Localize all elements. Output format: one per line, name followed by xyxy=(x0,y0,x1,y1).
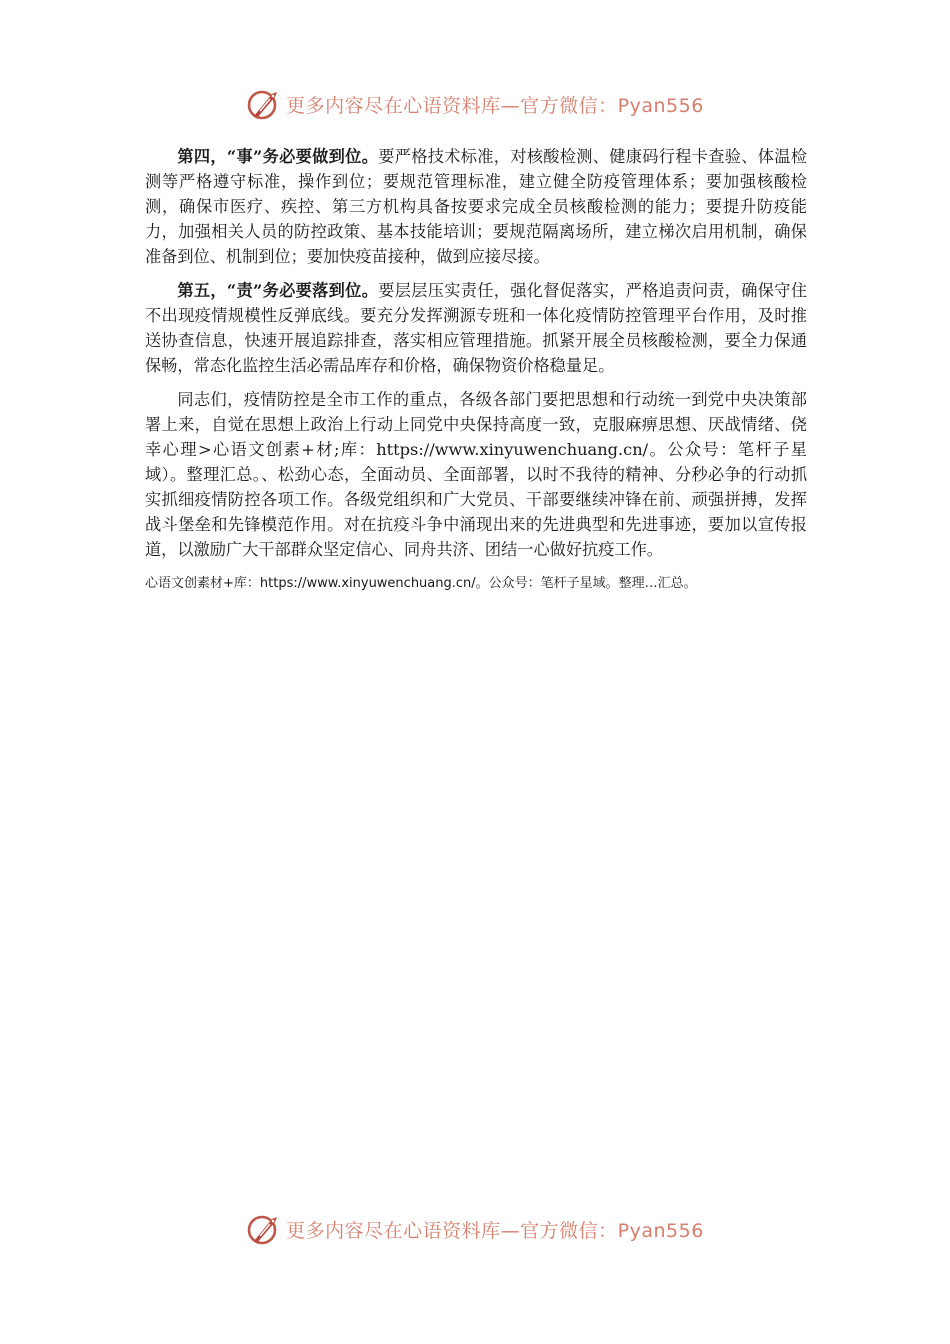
paragraph-text: 同志们，疫情防控是全市工作的重点，各级各部门要把思想和行动统一到党中央决策部署上来，自觉在思想上政治上行动上同党中央保持高度一致，克服麻痹思想、厌战情绪、侥幸心理>心语文创素+材;库：https://www.xinyuwenchuang.cn/。公众号：笔杆子星域）。整理汇总。、松劲心态，全面动员、全面部署，以时不我待的精神、分秒必争的行动抓实抓细疫情防控各项工作。各级党组织和广大党员、干部要继续冲锋在前、顽强拼搏，发挥战斗堡垒和先锋模范作用。对在抗疫斗争中涌现出来的先进典型和先进事迹，要加以宣传报道，以激励广大干部群众坚定信心、同舟共济、团结一心做好抗疫工作。 xyxy=(145,390,807,559)
banner-text: 更多内容尽在心语资料库—官方微信：Pyan556 xyxy=(286,1219,704,1242)
paragraph-lead: 第五，“责”务必要落到位。 xyxy=(177,281,379,300)
paragraph-text: 要严格技术标准，对核酸检测、健康码行程卡查验、体温检测等严格遵守标准，操作到位；要规范管理标准，建立健全防疫管理体系；要加强核酸检测，确保市医疗、疾控、第三方机构具备按要求完成全员核酸检测的能力；要提升防疫能力，加强相关人员的防控政策、基本技能培训；要规范隔离场所，建立梯次启用机制，确保准备到位、机制到位；要加快疫苗接种，做到应接尽接。 xyxy=(145,147,808,266)
paragraph-text: 要层层压实责任，强化督促落实，严格追责问责，确保守住不出现疫情规模性反弹底线。要充分发挥溯源专班和一体化疫情防控管理平台作用，及时推送协查信息，快速开展追踪排查，落实相应管理措施。抓紧开展全员核酸检测，要全力保通保畅，常态化监控生活必需品库存和价格，确保物资价格稳量足。 xyxy=(145,281,808,375)
footer-banner xyxy=(0,1209,950,1249)
pen-nib-circle-logo-icon xyxy=(246,1211,282,1247)
paragraph-fifth xyxy=(145,278,807,378)
paragraph-fourth xyxy=(145,144,807,269)
header-banner xyxy=(0,84,950,124)
document-body xyxy=(145,144,807,594)
paragraph-lead: 第四，“事”务必要做到位。 xyxy=(177,147,379,166)
paragraph-closing xyxy=(145,387,807,562)
banner-text: 更多内容尽在心语资料库—官方微信：Pyan556 xyxy=(286,94,704,117)
source-footnote: 心语文创素材+库：https://www.xinyuwenchuang.cn/。公众号：笔杆子星域。整理…汇总。 xyxy=(145,576,697,591)
pen-nib-circle-logo-icon xyxy=(246,86,282,122)
